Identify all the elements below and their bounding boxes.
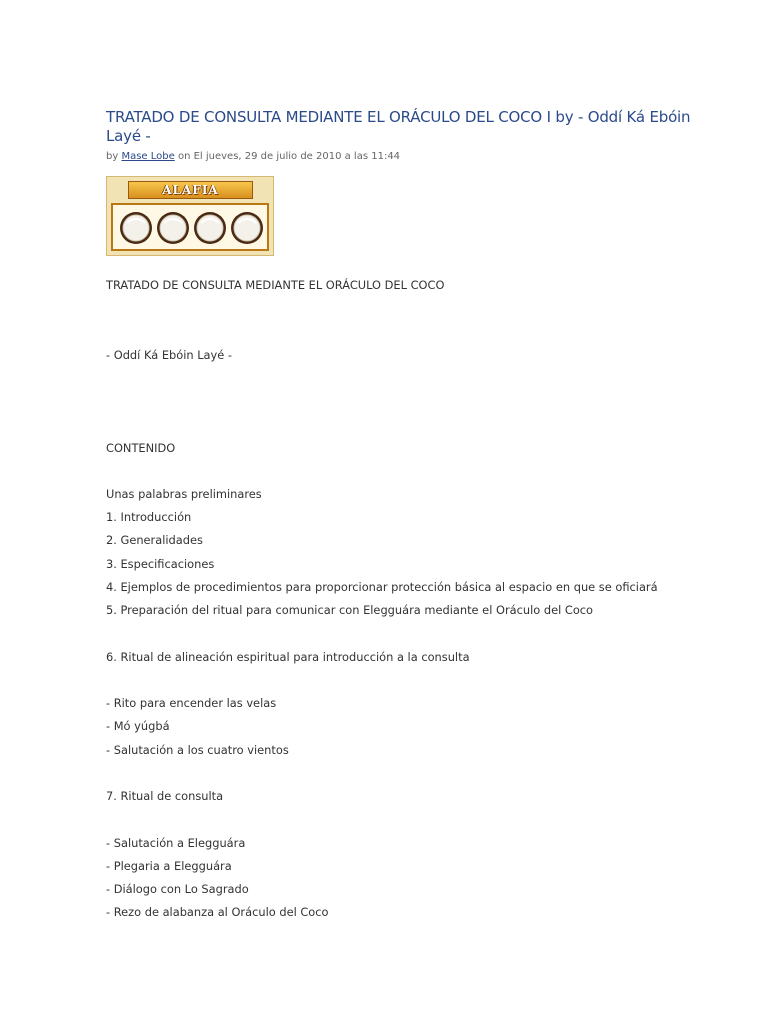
coconut-icon	[156, 211, 190, 245]
post	[106, 108, 706, 919]
contents-subitem: - Salutación a los cuatro vientos	[106, 743, 289, 757]
contents-subitem: - Rito para encender las velas	[106, 696, 277, 710]
coconut-icon	[119, 211, 153, 245]
coconut-icon	[193, 211, 227, 245]
coconut-icon	[230, 211, 264, 245]
contents-subitem: - Diálogo con Lo Sagrado	[106, 882, 249, 896]
contents-subitem: - Mó yúgbá	[106, 719, 170, 733]
contents-item: 6. Ritual de alineación espiritual para introducción a la consulta	[106, 650, 470, 664]
byline-by: by	[106, 151, 119, 162]
banner-label: ALAFIA	[128, 181, 253, 199]
byline-date: on El jueves, 29 de julio de 2010 a las 11:44	[177, 151, 401, 162]
contents-subitem: - Plegaria a Elegguára	[106, 859, 232, 873]
contents-item: 1. Introducción	[106, 510, 192, 524]
contents-item: 5. Preparación del ritual para comunicar con Elegguára mediante el Oráculo del Coco	[106, 603, 594, 617]
contents-item: 4. Ejemplos de procedimientos para proporcionar protección básica al espacio en que se oficiará	[106, 580, 658, 594]
contents-heading: CONTENIDO	[106, 441, 176, 455]
post-title: TRATADO DE CONSULTA MEDIANTE EL ORÁCULO DEL COCO I by - Oddí Ká Ebóin Layé -	[106, 108, 691, 145]
author-link[interactable]: Mase Lobe	[121, 151, 175, 162]
contents-subitem: - Salutación a Elegguára	[106, 836, 246, 850]
contents-item: 2. Generalidades	[106, 533, 203, 547]
alafia-banner-image	[106, 176, 274, 256]
contents-item: 7. Ritual de consulta	[106, 789, 224, 803]
contents-subitem: - Rezo de alabanza al Oráculo del Coco	[106, 905, 329, 919]
byline	[106, 150, 706, 163]
contents-item: Unas palabras preliminares	[106, 487, 262, 501]
coconut-row	[111, 203, 269, 251]
body-title: TRATADO DE CONSULTA MEDIANTE EL ORÁCULO DEL COCO	[106, 278, 445, 292]
body-author: - Oddí Ká Ebóin Layé -	[106, 348, 233, 362]
contents-item: 3. Especificaciones	[106, 557, 215, 571]
